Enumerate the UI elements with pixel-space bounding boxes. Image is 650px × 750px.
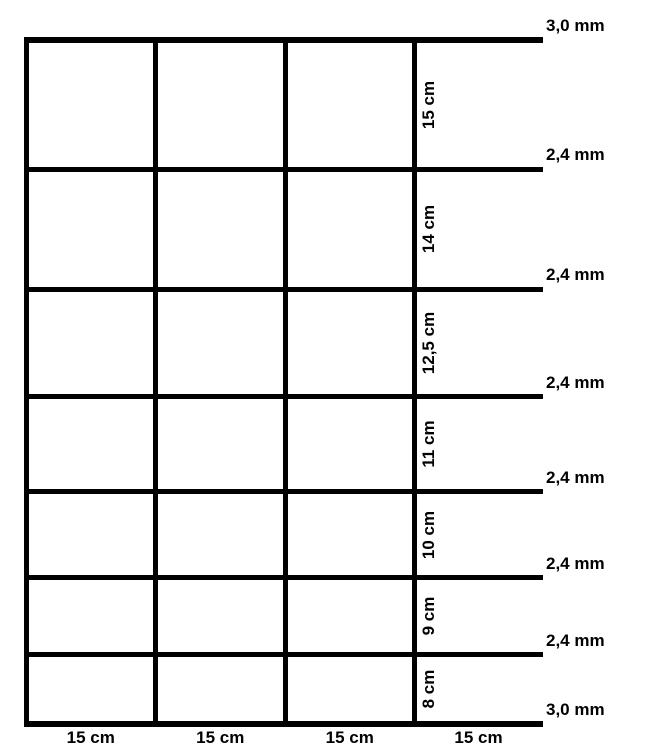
row-height-label: 8 cm bbox=[419, 669, 438, 709]
horizontal-wire bbox=[24, 489, 543, 494]
row-height-label: 9 cm bbox=[419, 596, 438, 636]
vertical-wire bbox=[283, 37, 288, 727]
wire-gauge-label: 3,0 mm bbox=[546, 699, 605, 719]
wire-gauge-label: 2,4 mm bbox=[546, 372, 605, 392]
row-height-label: 10 cm bbox=[419, 510, 438, 559]
wire-gauge-label: 3,0 mm bbox=[546, 16, 605, 35]
vertical-wire bbox=[153, 37, 158, 727]
horizontal-wire bbox=[24, 394, 543, 399]
column-width-label: 15 cm bbox=[66, 728, 115, 747]
row-height-label: 14 cm bbox=[419, 205, 438, 254]
horizontal-wire bbox=[24, 37, 543, 43]
horizontal-wire bbox=[24, 652, 543, 657]
column-width-label: 15 cm bbox=[196, 728, 245, 747]
wire-gauge-label: 2,4 mm bbox=[546, 467, 605, 487]
vertical-wire bbox=[24, 37, 29, 727]
wire-gauge-label: 2,4 mm bbox=[546, 553, 605, 573]
horizontal-wire bbox=[24, 287, 543, 292]
column-width-label: 15 cm bbox=[454, 728, 503, 747]
vertical-wire bbox=[412, 37, 417, 727]
wire-gauge-label: 2,4 mm bbox=[546, 265, 605, 285]
horizontal-wire bbox=[24, 575, 543, 580]
wire-gauge-label: 2,4 mm bbox=[546, 630, 605, 650]
row-height-label: 12,5 cm bbox=[419, 311, 438, 375]
row-height-label: 11 cm bbox=[419, 420, 438, 468]
column-width-label: 15 cm bbox=[325, 728, 374, 747]
wire-gauge-label: 2,4 mm bbox=[546, 145, 605, 164]
horizontal-wire bbox=[24, 167, 543, 172]
horizontal-wire bbox=[24, 721, 543, 727]
row-height-label: 15 cm bbox=[419, 80, 438, 129]
